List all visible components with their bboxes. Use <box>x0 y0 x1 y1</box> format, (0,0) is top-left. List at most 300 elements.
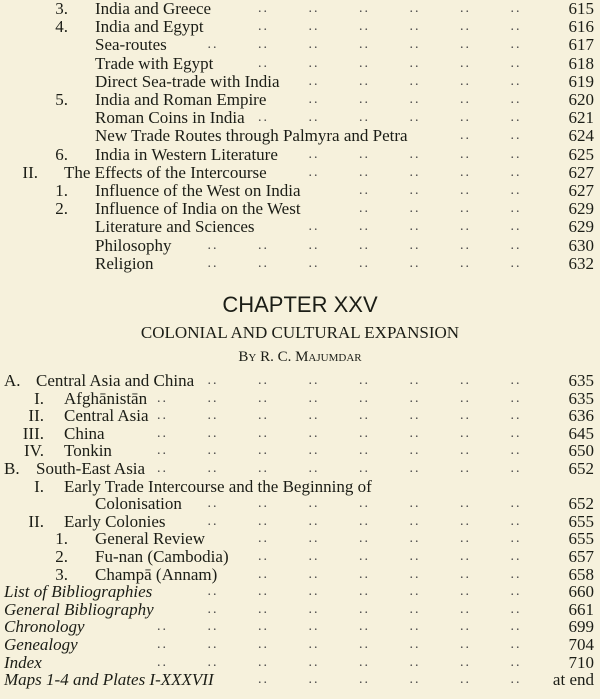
entry-title: Sea-routes <box>95 35 167 55</box>
toc-entry[interactable] <box>0 18 600 35</box>
entry-title: Religion <box>95 253 154 273</box>
leader-dots: .. <box>409 219 421 235</box>
leader-dots: .. <box>460 496 471 512</box>
leader-dots: .. <box>409 164 421 180</box>
leader-dots: .. <box>207 237 219 253</box>
leader-dots: .. <box>510 549 522 564</box>
entry-page-number: 629 <box>568 217 594 237</box>
toc-entry[interactable] <box>0 654 600 671</box>
leader-dots: .. <box>510 237 522 253</box>
entry-page-number: 616 <box>568 17 594 37</box>
leader-dots: .. <box>510 566 522 582</box>
entry-page-number: 655 <box>568 529 594 549</box>
leader-dots: .. <box>308 73 320 89</box>
entry-page-number: 704 <box>568 635 594 654</box>
leader-dots: .. <box>157 425 168 441</box>
leader-dots: .. <box>207 513 219 529</box>
entry-title: India and Greece <box>95 0 212 18</box>
leader-dots: .. <box>460 55 471 71</box>
leader-dots: .. <box>359 513 370 529</box>
entry-number: 2. <box>55 547 68 566</box>
leader-dots: .. <box>409 496 421 512</box>
leader-dots: .. <box>308 164 320 180</box>
leader-dots: .. <box>409 513 421 529</box>
chapter-title: CHAPTER XXV <box>222 292 378 317</box>
leader-dots: .. <box>359 110 370 126</box>
leader-dots: .. <box>510 373 522 388</box>
leader-dots: .. <box>308 37 320 53</box>
leader-dots: .. <box>258 1 269 16</box>
leader-dots: .. <box>258 237 269 253</box>
leader-dots: .. <box>359 1 370 16</box>
leader-dots: .. <box>460 531 471 547</box>
toc-entry[interactable] <box>0 73 600 90</box>
leader-dots: .. <box>460 183 471 198</box>
leader-dots: .. <box>157 390 168 406</box>
entry-title: Tonkin <box>64 441 112 461</box>
entry-page-number: 636 <box>568 406 594 426</box>
leader-dots: .. <box>510 19 522 35</box>
toc-entry[interactable] <box>0 0 600 17</box>
entry-title: Trade with Egypt <box>95 53 214 73</box>
leader-dots: .. <box>157 461 168 476</box>
toc-entry[interactable] <box>0 460 600 477</box>
leader-dots: .. <box>460 408 471 424</box>
leader-dots: .. <box>359 201 370 217</box>
entry-page-number: 660 <box>568 582 594 602</box>
toc-entry[interactable] <box>0 636 600 653</box>
leader-dots: .. <box>258 654 269 670</box>
entry-page-number: at end <box>552 670 594 690</box>
leader-dots: .. <box>460 672 471 688</box>
toc-entry[interactable] <box>0 372 600 389</box>
leader-dots: .. <box>207 654 219 670</box>
leader-dots: .. <box>308 408 320 424</box>
entry-title: Chronology <box>4 617 85 637</box>
leader-dots: .. <box>258 408 269 424</box>
entry-title: South-East Asia <box>36 459 146 478</box>
leader-dots: .. <box>460 37 471 53</box>
leader-dots: .. <box>510 219 522 235</box>
leader-dots: .. <box>409 461 421 476</box>
leader-dots: .. <box>359 219 370 235</box>
leader-dots: .. <box>258 637 269 652</box>
toc-entry[interactable] <box>0 91 600 108</box>
entry-page-number: 621 <box>568 108 594 128</box>
leader-dots: .. <box>308 513 320 529</box>
toc-entry[interactable] <box>0 237 600 254</box>
chapter-byline: By R. C. Majumdar <box>238 349 362 365</box>
entry-title: Influence of the West on India <box>95 181 301 200</box>
leader-dots: .. <box>460 584 471 600</box>
leader-dots: .. <box>258 55 269 71</box>
leader-dots: .. <box>207 461 219 476</box>
leader-dots: .. <box>460 201 471 217</box>
toc-entry[interactable] <box>0 566 600 583</box>
entry-page-number: 627 <box>568 162 594 182</box>
leader-dots: .. <box>207 373 219 388</box>
leader-dots: .. <box>207 637 219 652</box>
leader-dots: .. <box>460 92 471 107</box>
leader-dots: .. <box>258 443 269 459</box>
toc-entry[interactable] <box>0 164 600 181</box>
toc-entry[interactable] <box>0 200 600 217</box>
leader-dots: .. <box>460 513 471 529</box>
entry-title: Literature and Sciences <box>95 217 255 237</box>
leader-dots: .. <box>460 255 471 271</box>
leader-dots: .. <box>258 425 269 441</box>
leader-dots: .. <box>359 619 370 635</box>
toc-entry[interactable] <box>0 671 600 688</box>
entry-title: Philosophy <box>95 235 172 255</box>
leader-dots: .. <box>157 408 168 424</box>
leader-dots: .. <box>258 496 269 512</box>
leader-dots: .. <box>258 601 269 617</box>
leader-dots: .. <box>460 601 471 617</box>
entry-number: 3. <box>55 564 68 584</box>
entry-page-number: 635 <box>568 388 594 408</box>
leader-dots: .. <box>308 672 320 688</box>
entry-page-number: 630 <box>568 235 594 255</box>
entry-title: The Effects of the Intercourse <box>64 162 267 182</box>
leader-dots: .. <box>359 672 370 688</box>
entry-number: II. <box>22 162 38 182</box>
leader-dots: .. <box>460 549 471 564</box>
toc-entry[interactable] <box>0 36 600 53</box>
leader-dots: .. <box>510 1 522 16</box>
leader-dots: .. <box>510 55 522 71</box>
leader-dots: .. <box>510 37 522 53</box>
leader-dots: .. <box>359 443 370 459</box>
leader-dots: .. <box>258 549 269 564</box>
leader-dots: .. <box>207 443 219 459</box>
entry-title: Influence of India on the West <box>95 199 301 219</box>
toc-entry[interactable] <box>0 425 600 442</box>
leader-dots: .. <box>409 566 421 582</box>
leader-dots: .. <box>510 408 522 424</box>
leader-dots: .. <box>359 92 370 107</box>
entry-number: 1. <box>55 181 68 200</box>
leader-dots: .. <box>510 496 522 512</box>
leader-dots: .. <box>460 164 471 180</box>
leader-dots: .. <box>359 373 370 388</box>
leader-dots: .. <box>157 443 168 459</box>
entry-title: Central Asia <box>64 406 149 426</box>
leader-dots: .. <box>308 237 320 253</box>
leader-dots: .. <box>359 55 370 71</box>
entry-number: I. <box>34 388 44 408</box>
leader-dots: .. <box>409 255 421 271</box>
leader-dots: .. <box>510 164 522 180</box>
leader-dots: .. <box>308 92 320 107</box>
leader-dots: .. <box>359 584 370 600</box>
leader-dots: .. <box>510 443 522 459</box>
entry-number: IV. <box>24 441 44 461</box>
toc-entry[interactable] <box>0 127 600 144</box>
entry-page-number: 652 <box>568 494 594 514</box>
entry-title: New Trade Routes through Palmyra and Petra <box>95 126 408 146</box>
leader-dots: .. <box>510 619 522 635</box>
entry-page-number: 617 <box>568 35 594 55</box>
entry-page-number: 650 <box>568 441 594 461</box>
leader-dots: .. <box>510 513 522 529</box>
entry-title: List of Bibliographies <box>4 582 153 602</box>
leader-dots: .. <box>308 531 320 547</box>
leader-dots: .. <box>308 461 320 476</box>
leader-dots: .. <box>409 672 421 688</box>
leader-dots: .. <box>359 255 370 271</box>
entry-title: Colonisation <box>95 494 182 514</box>
leader-dots: .. <box>510 110 522 126</box>
entry-page-number: 710 <box>568 652 594 672</box>
leader-dots: .. <box>409 549 421 564</box>
entry-title: Roman Coins in India <box>95 108 245 128</box>
leader-dots: .. <box>308 619 320 635</box>
entry-title: Afghānistān <box>64 388 148 408</box>
entry-title: Champā (Annam) <box>95 564 218 584</box>
chapter-subtitle: COLONIAL AND CULTURAL EXPANSION <box>140 323 460 342</box>
leader-dots: .. <box>460 237 471 253</box>
entry-page-number: 625 <box>568 144 594 164</box>
leader-dots: .. <box>157 619 168 635</box>
leader-dots: .. <box>359 19 370 35</box>
leader-dots: .. <box>258 37 269 53</box>
leader-dots: .. <box>359 390 370 406</box>
toc-entry[interactable] <box>0 146 600 163</box>
leader-dots: .. <box>258 566 269 582</box>
leader-dots: .. <box>510 425 522 441</box>
entry-number: 6. <box>55 144 68 164</box>
entry-title: Early Trade Intercourse and the Beginning of <box>64 476 372 496</box>
entry-title: Early Colonies <box>64 511 166 531</box>
leader-dots: .. <box>157 654 168 670</box>
entry-title: India and Roman Empire <box>95 90 267 109</box>
entry-title: General Bibliography <box>4 599 154 619</box>
leader-dots: .. <box>258 672 269 688</box>
leader-dots: .. <box>359 654 370 670</box>
leader-dots: .. <box>207 584 219 600</box>
leader-dots: .. <box>359 146 370 162</box>
leader-dots: .. <box>308 255 320 271</box>
entry-page-number: 627 <box>568 181 594 200</box>
leader-dots: .. <box>510 201 522 217</box>
leader-dots: .. <box>510 146 522 162</box>
leader-dots: .. <box>308 584 320 600</box>
leader-dots: .. <box>359 601 370 617</box>
leader-dots: .. <box>359 37 370 53</box>
toc-entry[interactable] <box>0 255 600 272</box>
leader-dots: .. <box>207 425 219 441</box>
toc-entry[interactable] <box>0 601 600 618</box>
toc-entry[interactable] <box>0 407 600 424</box>
leader-dots: .. <box>460 19 471 35</box>
leader-dots: .. <box>308 19 320 35</box>
entry-page-number: 655 <box>568 511 594 531</box>
entry-title: General Review <box>95 529 205 549</box>
toc-entry[interactable] <box>0 442 600 459</box>
leader-dots: .. <box>308 601 320 617</box>
leader-dots: .. <box>510 601 522 617</box>
leader-dots: .. <box>409 637 421 652</box>
entry-page-number: 629 <box>568 199 594 219</box>
leader-dots: .. <box>510 637 522 652</box>
toc-entry[interactable] <box>0 495 600 512</box>
entry-number: III. <box>22 423 44 443</box>
leader-dots: .. <box>510 654 522 670</box>
entry-number: I. <box>34 476 44 496</box>
entry-page-number: 619 <box>568 71 594 91</box>
leader-dots: .. <box>460 443 471 459</box>
entry-page-number: 635 <box>568 371 594 390</box>
leader-dots: .. <box>308 549 320 564</box>
entry-title: Fu-nan (Cambodia) <box>95 547 229 566</box>
leader-dots: .. <box>308 443 320 459</box>
leader-dots: .. <box>258 390 269 406</box>
leader-dots: .. <box>359 73 370 89</box>
entry-number: 4. <box>55 17 68 37</box>
entry-number: A. <box>4 371 21 390</box>
leader-dots: .. <box>409 237 421 253</box>
leader-dots: .. <box>409 110 421 126</box>
entry-page-number: 652 <box>568 459 594 478</box>
entry-page-number: 615 <box>568 0 594 18</box>
leader-dots: .. <box>308 425 320 441</box>
entry-page-number: 624 <box>568 126 594 146</box>
leader-dots: .. <box>258 19 269 35</box>
leader-dots: .. <box>359 408 370 424</box>
entry-number: 1. <box>55 529 68 549</box>
leader-dots: .. <box>359 549 370 564</box>
leader-dots: .. <box>308 219 320 235</box>
entry-page-number: 620 <box>568 90 594 109</box>
entry-page-number: 661 <box>568 599 594 619</box>
toc-entry[interactable] <box>0 618 600 635</box>
leader-dots: .. <box>510 92 522 107</box>
leader-dots: .. <box>258 619 269 635</box>
leader-dots: .. <box>157 637 168 652</box>
leader-dots: .. <box>460 146 471 162</box>
entry-page-number: 658 <box>568 564 594 584</box>
leader-dots: .. <box>409 425 421 441</box>
leader-dots: .. <box>510 73 522 89</box>
leader-dots: .. <box>409 183 421 198</box>
leader-dots: .. <box>510 183 522 198</box>
leader-dots: .. <box>510 672 522 688</box>
leader-dots: .. <box>308 55 320 71</box>
leader-dots: .. <box>359 164 370 180</box>
leader-dots: .. <box>460 425 471 441</box>
toc-entry[interactable] <box>0 513 600 530</box>
entry-number: 3. <box>55 0 68 18</box>
toc-entry[interactable] <box>0 478 600 495</box>
toc-entry[interactable] <box>0 530 600 547</box>
leader-dots: .. <box>409 408 421 424</box>
toc-entry[interactable] <box>0 182 600 199</box>
leader-dots: .. <box>308 110 320 126</box>
leader-dots: .. <box>359 496 370 512</box>
toc-entry[interactable] <box>0 583 600 600</box>
leader-dots: .. <box>258 110 269 126</box>
entry-title: China <box>64 423 105 443</box>
entry-page-number: 645 <box>568 423 594 443</box>
toc-entry[interactable] <box>0 55 600 72</box>
leader-dots: .. <box>460 373 471 388</box>
leader-dots: .. <box>308 654 320 670</box>
leader-dots: .. <box>409 443 421 459</box>
toc-entry[interactable] <box>0 109 600 126</box>
leader-dots: .. <box>409 73 421 89</box>
leader-dots: .. <box>258 584 269 600</box>
leader-dots: .. <box>409 619 421 635</box>
leader-dots: .. <box>207 408 219 424</box>
leader-dots: .. <box>207 390 219 406</box>
leader-dots: .. <box>510 390 522 406</box>
leader-dots: .. <box>409 19 421 35</box>
leader-dots: .. <box>409 654 421 670</box>
entry-page-number: 632 <box>568 253 594 273</box>
leader-dots: .. <box>460 1 471 16</box>
leader-dots: .. <box>409 584 421 600</box>
leader-dots: .. <box>510 531 522 547</box>
leader-dots: .. <box>359 183 370 198</box>
leader-dots: .. <box>359 425 370 441</box>
leader-dots: .. <box>409 92 421 107</box>
leader-dots: .. <box>460 128 471 144</box>
toc-entry[interactable] <box>0 548 600 565</box>
entry-number: II. <box>28 511 44 531</box>
toc-entry[interactable] <box>0 390 600 407</box>
entry-title: Direct Sea-trade with India <box>95 71 280 91</box>
leader-dots: .. <box>409 531 421 547</box>
entry-title: Genealogy <box>4 635 78 654</box>
leader-dots: .. <box>359 566 370 582</box>
toc-entry[interactable] <box>0 218 600 235</box>
leader-dots: .. <box>409 55 421 71</box>
leader-dots: .. <box>409 1 421 16</box>
leader-dots: .. <box>409 373 421 388</box>
leader-dots: .. <box>258 513 269 529</box>
leader-dots: .. <box>258 255 269 271</box>
leader-dots: .. <box>460 654 471 670</box>
leader-dots: .. <box>258 531 269 547</box>
leader-dots: .. <box>510 584 522 600</box>
leader-dots: .. <box>409 146 421 162</box>
leader-dots: .. <box>207 601 219 617</box>
leader-dots: .. <box>460 619 471 635</box>
leader-dots: .. <box>258 461 269 476</box>
entry-title: Central Asia and China <box>36 371 195 390</box>
leader-dots: .. <box>308 496 320 512</box>
entry-page-number: 657 <box>568 547 594 566</box>
leader-dots: .. <box>510 128 522 144</box>
leader-dots: .. <box>460 219 471 235</box>
leader-dots: .. <box>510 255 522 271</box>
leader-dots: .. <box>359 461 370 476</box>
leader-dots: .. <box>409 201 421 217</box>
entry-title: Maps 1-4 and Plates I-XXXVII <box>4 670 214 690</box>
leader-dots: .. <box>207 255 219 271</box>
leader-dots: .. <box>308 566 320 582</box>
entry-page-number: 699 <box>568 617 594 637</box>
leader-dots: .. <box>359 531 370 547</box>
leader-dots: .. <box>409 37 421 53</box>
leader-dots: .. <box>359 237 370 253</box>
leader-dots: .. <box>460 110 471 126</box>
leader-dots: .. <box>460 637 471 652</box>
leader-dots: .. <box>308 637 320 652</box>
leader-dots: .. <box>308 1 320 16</box>
entry-number: II. <box>28 406 44 426</box>
